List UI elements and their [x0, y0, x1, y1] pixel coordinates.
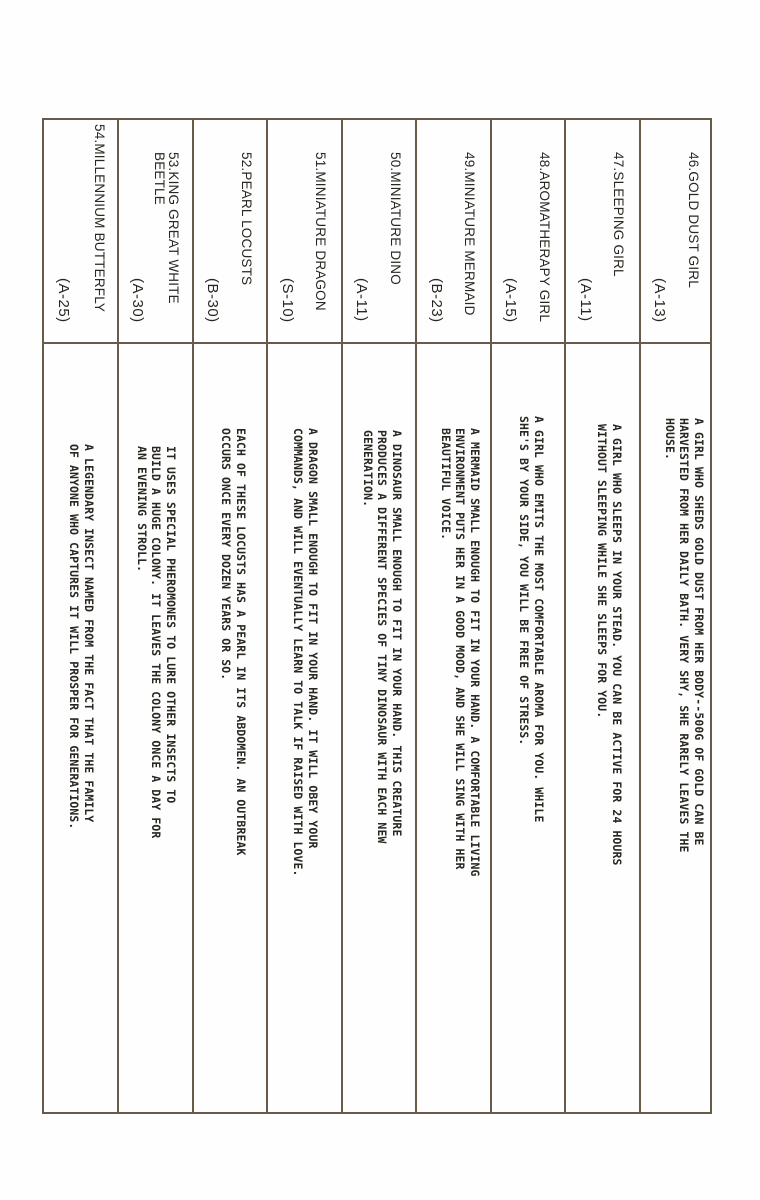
card-description-51: A DRAGON SMALL ENOUGH TO FIT IN YOUR HAND. IT WILL OBEY YOUR COMMANDS, AND WILL EVENTUALLY LEARN TO TALK IF RAISED WITH LOVE. [291, 428, 320, 877]
column-divider [44, 342, 710, 344]
card-name-48: 48.AROMATHERAPY GIRL [537, 152, 552, 323]
card-description-47: A GIRL WHO SLEEPS IN YOUR STEAD. YOU CAN BE ACTIVE FOR 24 HOURS WITHOUT SLEEPING WHILE SHE SLEEPS FOR YOU. [595, 424, 624, 866]
card-description-46: A GIRL WHO SHEDS GOLD DUST FROM HER BODY--500G OF GOLD CAN BE HARVESTED FROM HER DAILY BATH. VERY SHY, SHE RARELY LEAVES THE HOUSE. [663, 418, 706, 853]
card-code-46: (A-13) [651, 278, 668, 323]
card-name-46: 46.GOLD DUST GIRL [686, 152, 701, 288]
card-name-52: 52.PEARL LOCUSTS [239, 152, 254, 286]
card-name-49: 49.MINIATURE MERMAID [462, 152, 477, 316]
card-code-51: (S-10) [279, 278, 296, 323]
card-name-47: 47.SLEEPING GIRL [611, 152, 626, 277]
row-divider [341, 120, 343, 1112]
row-divider [564, 120, 566, 1112]
row-divider [192, 120, 194, 1112]
card-code-49: (B-23) [428, 278, 445, 323]
card-name-54: 54.MILLENNIUM BUTTERFLY [92, 124, 107, 313]
row-divider [415, 120, 417, 1112]
card-code-47: (A-11) [577, 278, 594, 322]
card-code-54: (A-25) [55, 278, 72, 323]
card-description-54: A LEGENDARY INSECT NAMED FROM THE FACT THAT THE FAMILY OF ANYONE WHO CAPTURES IT WILL PROSPER FOR GENERATIONS. [67, 444, 96, 830]
card-name-53: 53.KING GREAT WHITE BEETLE [152, 152, 181, 304]
card-code-53: (A-30) [129, 278, 146, 323]
card-name-51: 51.MINIATURE DRAGON [313, 152, 328, 311]
row-divider [639, 120, 641, 1112]
card-code-52: (B-30) [204, 278, 221, 323]
card-description-53: IT USES SPECIAL PHEROMONES TO LURE OTHER INSECTS TO BUILD A HUGE COLONY. IT LEAVES THE COLONY ONCE A DAY FOR AN EVENING STROLL. [135, 446, 178, 839]
row-divider [266, 120, 268, 1112]
card-description-52: EACH OF THESE LOCUSTS HAS A PEARL IN ITS ABDOMEN. AN OUTBREAK OCCURS ONCE EVERY DOZEN YEARS OR SO. [219, 428, 248, 856]
card-description-50: A DINOSAUR SMALL ENOUGH TO FIT IN YOUR HAND. THIS CREATURE PRODUCES A DIFFERENT SPECIES OF TINY DINOSAUR WITH EACH NEW GENERATION. [361, 430, 404, 844]
card-name-50: 50.MINIATURE DINO [388, 152, 403, 285]
card-code-48: (A-15) [502, 278, 519, 323]
row-divider [490, 120, 492, 1112]
card-code-50: (A-11) [353, 278, 370, 322]
row-divider [117, 120, 119, 1112]
card-description-48: A GIRL WHO EMITS THE MOST COMFORTABLE AROMA FOR YOU. WHILE SHE'S BY YOUR SIDE, YOU WILL BE FREE OF STRESS. [517, 416, 546, 823]
card-description-49: A MERMAID SMALL ENOUGH TO FIT IN YOUR HAND. A COMFORTABLE LIVING ENVIRONMENT PUTS HER IN A GOOD MOOD, AND SHE WILL SING WITH HER BEAUTIFUL VOICE. [439, 428, 482, 877]
